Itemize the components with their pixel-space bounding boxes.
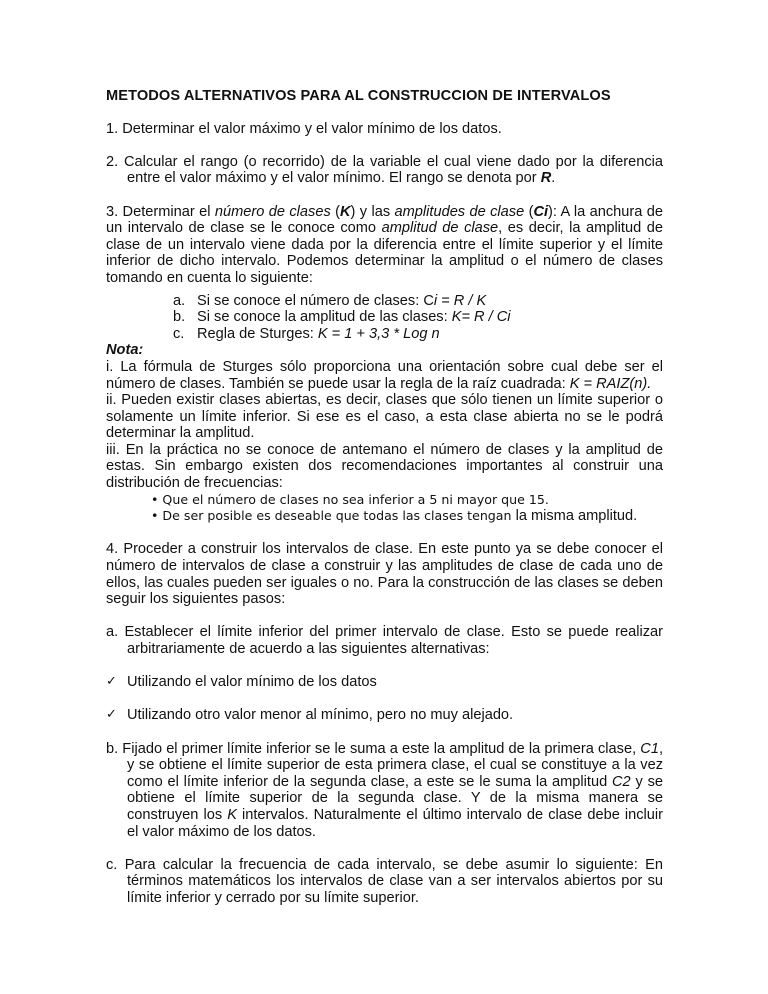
term-numero-de-clases: número de clases <box>214 203 331 220</box>
list-item <box>173 293 663 310</box>
step-3-text: ): A la anchura de un intervalo de clase se le conoce como <box>106 203 663 237</box>
symbol-k: K <box>340 203 351 220</box>
step-3-text: 3. Determinar el <box>106 203 215 220</box>
list-text-body: Regla de Sturges: <box>197 325 318 342</box>
step-2: 2. Calcular el rango (o recorrido) de la variable el cual viene dado por la diferencia entre el valor máximo y el valor mínimo. El rango se denota por R. <box>106 153 663 187</box>
alternative-2 <box>106 707 663 724</box>
step-4b-text: intervalos. Naturalmente el último intervalo de clase debe incluir el valor máximo de los datos. <box>127 806 663 840</box>
alternative-text: Utilizando el valor mínimo de los datos <box>127 674 377 691</box>
list-item <box>151 508 663 525</box>
nota-heading: Nota: <box>106 342 144 359</box>
nota-ii: ii. Pueden existir clases abiertas, es decir, clases que sólo tienen un límite superior o solamente un límite inferior. Si ese es el caso, a esta clase abierta no se le podrá determinar la amplitud. <box>106 392 663 442</box>
symbol-ci: Ci <box>533 203 549 220</box>
nota-i <box>106 359 663 392</box>
list-text-body: Si se conoce el número de clases: C <box>197 292 434 309</box>
list-item: • Que el número de clases no sea inferior a 5 ni mayor que 15. <box>151 491 549 507</box>
term-amplitudes-de-clase: amplitudes de clase <box>394 203 525 220</box>
symbol-c1: C1 <box>640 740 659 757</box>
checkmark-icon: ✓ <box>106 674 117 690</box>
list-text <box>197 309 511 326</box>
document-title: METODOS ALTERNATIVOS PARA AL CONSTRUCCION DE INTERVALOS <box>106 88 611 104</box>
recommendations-list <box>106 492 663 525</box>
list-letter: b. <box>173 309 186 326</box>
list-letter: a. <box>173 292 186 309</box>
punct: ( <box>524 203 534 220</box>
symbol-k: K <box>227 806 237 823</box>
alternative-1 <box>106 674 663 691</box>
formula-list <box>106 293 663 343</box>
step-3-text: , es decir, la amplitud de clase de un intervalo viene dada por la diferencia entre el límite superior y el límite inferior de dicho intervalo. Podemos determinar la amplitud o el número de clases tomando en cuenta lo siguiente: <box>106 220 663 286</box>
step-4c: c. Para calcular la frecuencia de cada intervalo, se debe asumir lo siguiente: En términos matemáticos los intervalos de clase van a ser intervalos abiertos por su límite inferior y cerrado por su límite superior. <box>106 856 663 906</box>
bullet-text: • De ser posible es deseable que todas las clases tengan <box>151 508 512 524</box>
step-4b-text: b. Fijado el primer límite inferior se le suma a este la amplitud de la primera clase, <box>106 740 641 757</box>
symbol-c2: C2 <box>612 773 631 790</box>
checkmark-icon: ✓ <box>106 707 117 723</box>
formula: K = 1 + 3,3 * Log n <box>317 325 440 342</box>
term-amplitud-de-clase: amplitud de clase <box>381 220 499 237</box>
formula: K= R / Ci <box>451 309 511 326</box>
step-3-text: ) y las <box>350 203 395 220</box>
list-item <box>173 309 663 326</box>
list-letter: c. <box>173 325 185 342</box>
step-3 <box>106 204 663 287</box>
range-symbol: R <box>540 170 552 187</box>
formula: i = R / K <box>433 292 487 309</box>
list-text-body: Si se conoce la amplitud de las clases: <box>197 309 452 326</box>
list-item <box>173 326 663 343</box>
step-2-text: 2. Calcular el rango (o recorrido) de la variable el cual viene dado por la diferencia entre el valor máximo y el valor mínimo. El rango se denota por <box>106 153 663 187</box>
bullet-text-tail: la misma amplitud. <box>511 508 638 525</box>
list-text <box>197 293 486 310</box>
step-1: 1. Determinar el valor máximo y el valor mínimo de los datos. <box>106 120 502 137</box>
step-4a: a. Establecer el límite inferior del primer intervalo de clase. Esto se puede realizar arbitrariamente de acuerdo a las siguientes alternativas: <box>106 624 663 657</box>
punct: ( <box>330 203 340 220</box>
step-4b <box>106 741 663 841</box>
nota-i-text: i. La fórmula de Sturges sólo proporciona una orientación sobre cual debe ser el número de clases. También se puede usar la regla de la raíz cuadrada: <box>106 358 663 392</box>
step-4b-text: , y se obtiene el límite superior de esta primera clase, el cual se constituye a la vez como el límite inferior de la segunda clase, a este se le suma la amplitud <box>127 740 663 790</box>
alternative-text: Utilizando otro valor menor al mínimo, pero no muy alejado. <box>127 707 514 724</box>
formula: K = RAIZ(n). <box>569 375 652 392</box>
nota-iii: iii. En la práctica no se conoce de antemano el número de clases y la amplitud de estas. Sin embargo existen dos recomendaciones importantes al construir una distribución de frecuencias: <box>106 441 663 492</box>
list-text <box>197 326 440 343</box>
step-4: 4. Proceder a construir los intervalos de clase. En este punto ya se debe conocer el número de intervalos de clase a construir y las amplitudes de clase de cada uno de ellos, las cuales pueden ser iguales o no. Para la construcción de las clases se deben seguir los siguientes pasos: <box>106 541 663 608</box>
step-4b-text: y se obtiene el límite superior de la segunda clase. Y de la misma manera se construyen los <box>127 773 663 823</box>
